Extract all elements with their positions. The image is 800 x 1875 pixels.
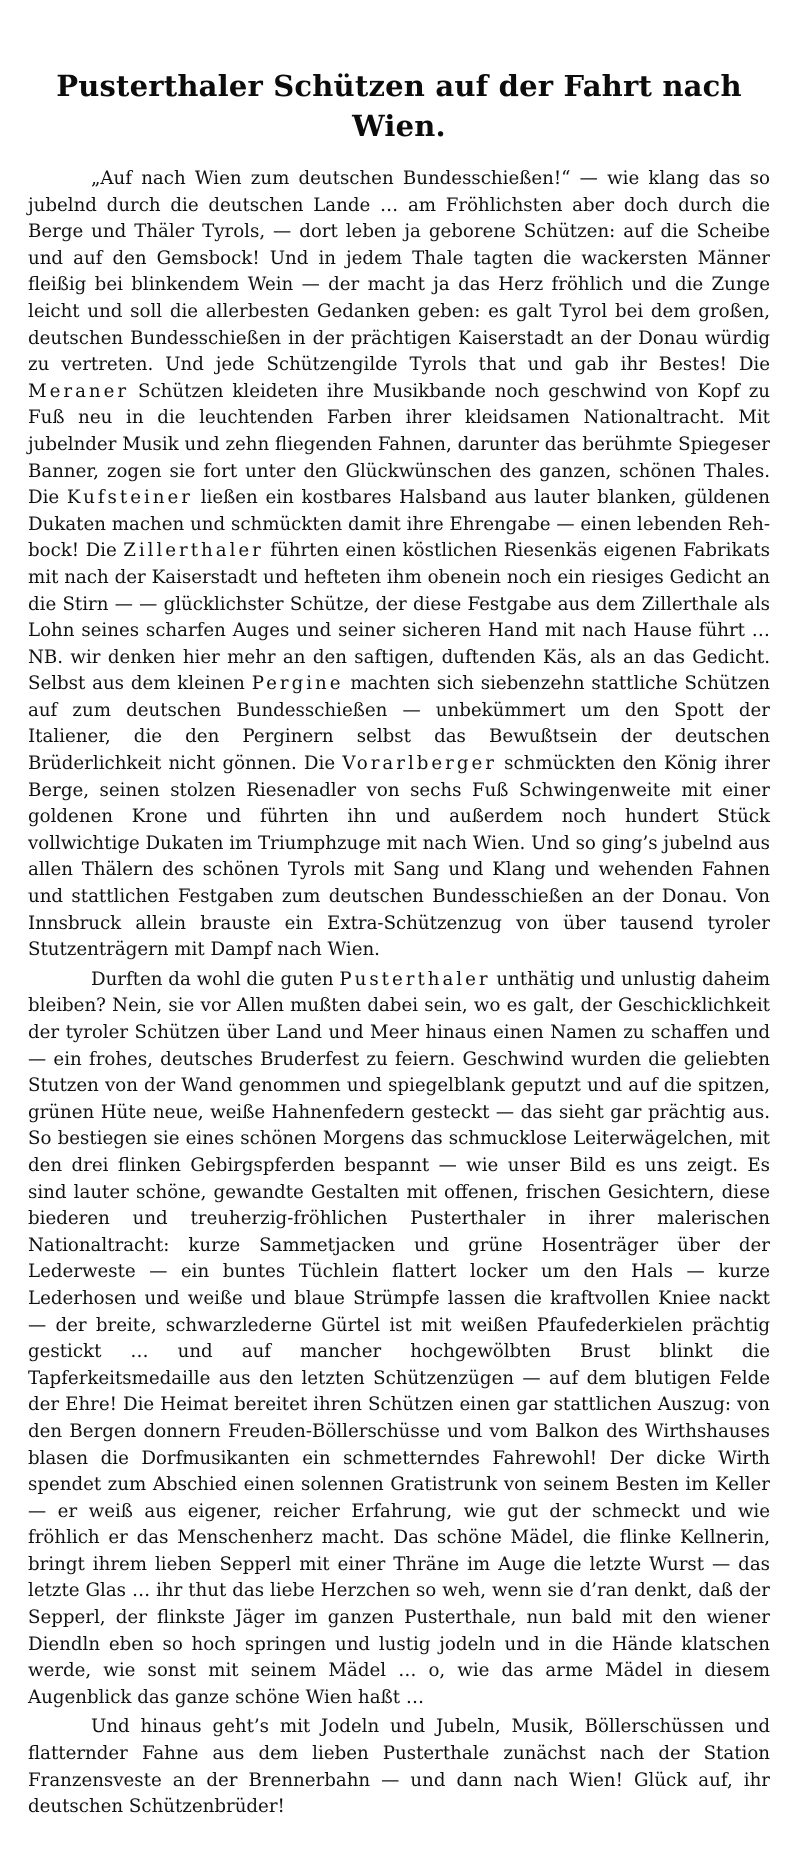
text-run: „Auf nach Wien zum deutschen Bundesschießen!“ — wie klang das so jubelnd durch die deutschen Lande … am Fröhlichsten aber doch durch die Berge und Thäler Tyrols, — dort leben ja geborene Schützen: auf die Scheibe und auf den Gemsbock! Und in jedem Thale tagten die wackersten Männer fleißig bei blinkendem Wein — der macht ja das Herz fröhlich und die Zunge leicht und soll die allerbesten Gedanken geben: es galt Tyrol bei dem großen, deutschen Bundesschießen in der prächtigen Kaiserstadt an der Donau würdig zu vertreten. Und jede Schützengilde Tyrols that und gab ihr Bestes! Die [28,168,770,376]
article-title: Pusterthaler Schützen auf der Fahrt nach Wien. [56,69,742,143]
paragraph-3 [28,1714,770,1820]
text-run: schmückten den König ihrer Berge, seinen stolzen Riesenadler von sechs Fuß Schwingenweite mit einer goldenen Krone und führten ihn und außerdem noch hundert Stück vollwichtige Dukaten im Triumphzuge mit nach Wien. Und so ging’s jubelnd aus allen Thälern des schönen Tyrols mit Sang und Klang und wehenden Fahnen und stattlichen Festgaben zum deutschen Bundesschießen an der Donau. Von Innsbruck allein brauste ein Extra-Schützenzug von über tausend tyroler Stutzenträgern mit Dampf nach Wien. [28,753,770,961]
text-run: Durften da wohl die guten [91,968,340,990]
text-run: führten einen köstlichen Riesenkäs eigenen Fabrikats mit nach der Kaiserstadt und hefteten ihm obenein noch ein riesiges Gedicht an die Stirn — — glücklichster Schütze, der diese Festgabe aus dem Zillerthale als Lohn seines scharfen Auges und seiner sicheren Hand mit nach Hause führt … NB. wir denken hier mehr an den saftigen, duftenden Käs, als an das Gedicht. Selbst aus dem kleinen [28,540,770,695]
text-run: machten sich siebenzehn stattliche Schützen auf zum deutschen Bundesschießen — unbekümmert um den Spott der Italiener, die den Perginern selbst das Bewußtsein der deutschen Brüderlichkeit nicht gönnen. Die [28,673,770,775]
text-run: ließen ein kostbares Halsband aus lauter blanken, güldenen Dukaten machen und schmückten damit ihre Ehrengabe — einen lebenden Rehbock! Die [28,487,770,562]
article-body [28,166,770,1821]
paragraph-2 [28,967,770,1712]
spaced-name-meraner: Meraner [28,380,130,402]
spaced-name-zillerthaler: Zillerthaler [123,540,264,562]
spaced-name-kufsteiner: Kufsteiner [66,487,193,509]
text-run: unthätig und unlustig daheim bleiben? Nein, sie vor Allen mußten dabei sein, wo es galt, der Geschicklichkeit der tyroler Schützen über Land und Meer hinaus einen Namen zu schaffen und — ein frohes, deutsches Bruderfest zu feiern. Geschwind wurden die geliebten Stutzen von der Wand genommen und spiegelblank geputzt und auf die spitzen, grünen Hüte neue, weiße Hahnenfedern gesteckt — das sieht gar prächtig aus. So bestiegen sie eines schönen Morgens das schmucklose Leiterwägelchen, mit den drei flinken Gebirgspferden bespannt — wie unser Bild es uns zeigt. Es sind lauter schöne, gewandte Gestalten mit offenen, frischen Gesichtern, diese biederen und treuherzig-fröhlichen Pusterthaler in ihrer malerischen Nationaltracht: kurze Sammetjacken und grüne Hosenträger über der Lederweste — ein buntes Tüchlein flattert locker um den Hals — kurze Lederhosen und weiße und blaue Strümpfe lassen die kraftvollen Kniee nackt — der breite, schwarzlederne Gürtel ist mit weißen Pfaufederkielen prächtig gestickt … und auf mancher hochgewölbten Brust blinkt die Tapferkeitsmedaille aus den letzten Schützenzügen — auf dem blutigen Felde der Ehre! Die Heimat bereitet ihren Schützen einen gar stattlichen Auszug: von den Bergen donnern Freuden-Böllerschüsse und vom Balkon des Wirthshauses blasen die Dorfmusikanten ein schmetterndes Fahrewohl! Der dicke Wirth spendet zum Abschied einen solennen Gratistrunk von seinem Besten im Keller — er weiß aus eigener, reicher Erfahrung, wie gut der schmeckt und wie fröhlich er das Menschenherz macht. Das schöne Mädel, die flinke Kellnerin, bringt ihrem lieben Sepperl mit einer Thräne im Auge die letzte Wurst — das letzte Glas … ihr thut das liebe Herzchen so weh, wenn sie d’ran denkt, daß der Sepperl, der flinkste Jäger im ganzen Pusterthale, nun bald mit den wiener Diendln eben so hoch springen und lustig jodeln und in die Hände klatschen werde, wie sonst mit seinem Mädel … o, wie das arme Mädel in diesem Augenblick das ganze schöne Wien haßt … [28,968,770,1708]
paragraph-1 [28,166,770,964]
text-run: Schützen kleideten ihre Musikbande noch geschwind von Kopf zu Fuß neu in die leuchtenden Farben ihrer kleidsamen Nationaltracht. Mit jubelnder Musik und zehn fliegenden Fahnen, darunter das berühmte Spiegeser Banner, zogen sie fort unter den Glückwünschen des ganzen, schönen Thales. Die [28,380,770,509]
spaced-name-vorarlberger: Vorarlberger [342,753,497,775]
spaced-name-pusterthaler: Pusterthaler [339,968,491,990]
text-run: Und hinaus geht’s mit Jodeln und Jubeln, Musik, Böllerschüssen und flatternder Fahne aus dem lieben Pusterthale zunächst nach der Station Franzensveste an der Brennerbahn — und dann nach Wien! Glück auf, ihr deutschen Schützenbrüder! [28,1716,770,1818]
spaced-name-pergine: Pergine [251,673,344,695]
